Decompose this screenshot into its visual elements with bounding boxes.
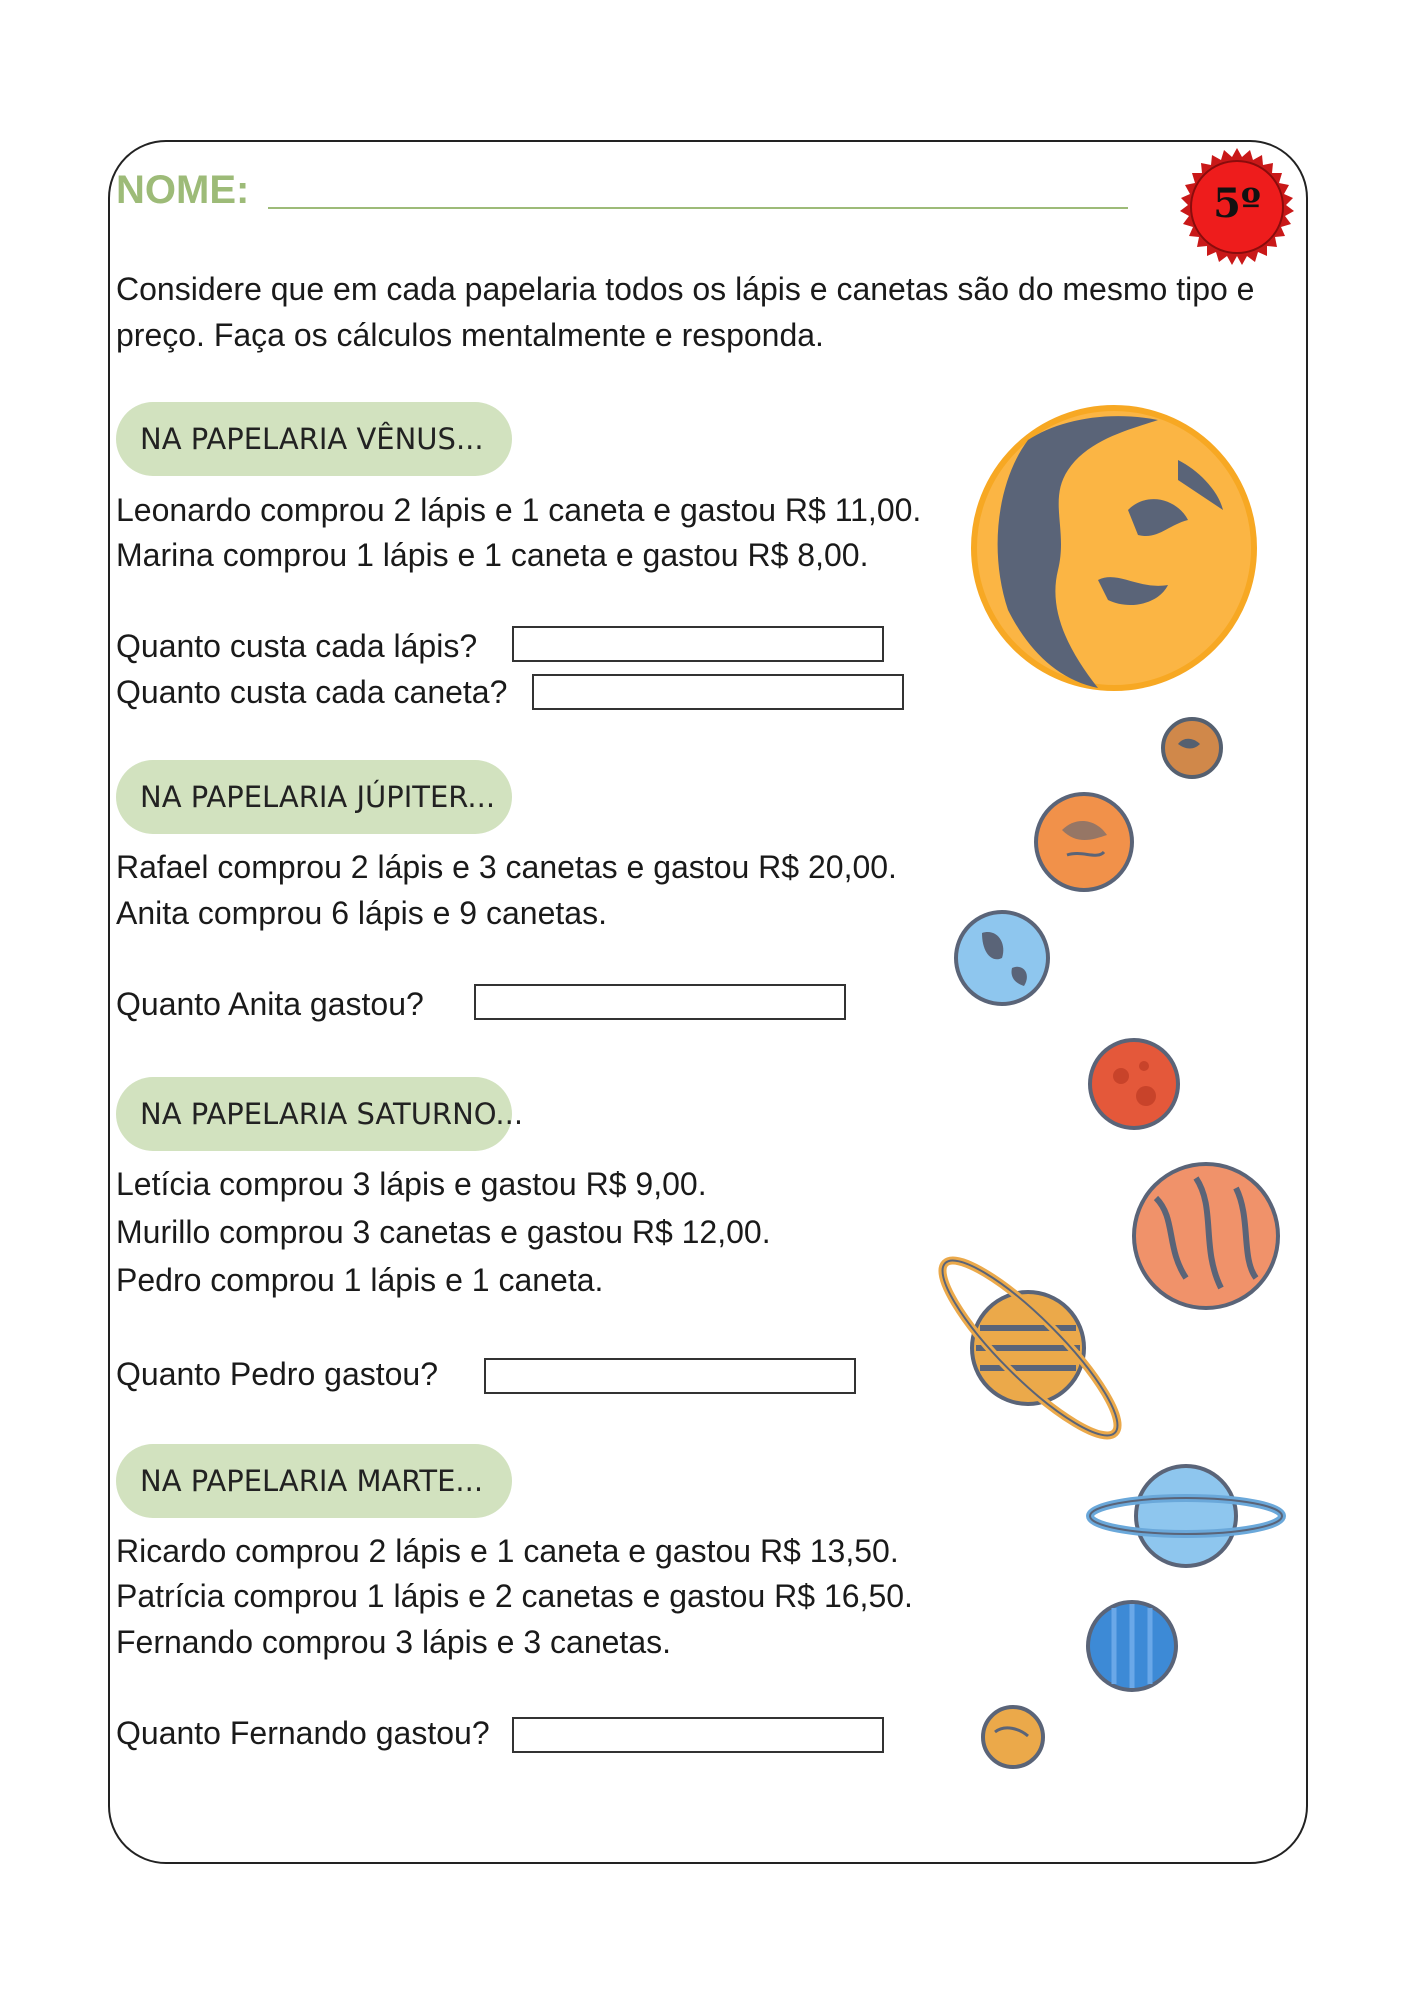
answer-box-caneta[interactable] bbox=[532, 674, 904, 710]
saturn-planet-icon bbox=[920, 1238, 1140, 1458]
name-input-line[interactable] bbox=[268, 207, 1128, 209]
problem-line: Letícia comprou 3 lápis e gastou R$ 9,00. bbox=[116, 1166, 707, 1202]
neptune-planet-icon bbox=[1084, 1598, 1180, 1694]
intro-text: Considere que em cada papelaria todos os lápis e canetas são do mesmo tipo e preço. Faça os cálculos mentalmente e responda. bbox=[116, 271, 1255, 353]
problem-line: Marina comprou 1 lápis e 1 caneta e gastou R$ 8,00. bbox=[116, 537, 869, 573]
problem-line: Murillo comprou 3 canetas e gastou R$ 12,00. bbox=[116, 1214, 771, 1250]
problem-line: Leonardo comprou 2 lápis e 1 caneta e gastou R$ 11,00. bbox=[116, 492, 922, 528]
red-planet-icon bbox=[1086, 1036, 1182, 1132]
question-label: Quanto Fernando gastou? bbox=[116, 1715, 490, 1751]
small-planet-icon bbox=[1160, 716, 1224, 780]
section-title-marte: NA PAPELARIA MARTE... bbox=[116, 1444, 512, 1518]
grade-badge: 5º bbox=[1213, 180, 1261, 227]
section-title-jupiter: NA PAPELARIA JÚPITER... bbox=[116, 760, 512, 834]
venus-planet-icon bbox=[968, 400, 1260, 696]
uranus-planet-icon bbox=[1086, 1462, 1286, 1570]
section-title-saturno: NA PAPELARIA SATURNO... bbox=[116, 1077, 512, 1151]
problem-line: Ricardo comprou 2 lápis e 1 caneta e gastou R$ 13,50. bbox=[116, 1533, 899, 1569]
striped-planet-icon bbox=[1126, 1158, 1286, 1314]
problem-line: Rafael comprou 2 lápis e 3 canetas e gastou R$ 20,00. bbox=[116, 849, 897, 885]
problem-line: Anita comprou 6 lápis e 9 canetas. bbox=[116, 895, 607, 931]
earth-planet-icon bbox=[952, 908, 1052, 1008]
answer-box-lapis[interactable] bbox=[512, 626, 884, 662]
answer-box-anita[interactable] bbox=[474, 984, 846, 1020]
mini-planet-icon bbox=[980, 1704, 1046, 1770]
problem-line: Pedro comprou 1 lápis e 1 caneta. bbox=[116, 1262, 604, 1298]
question-label: Quanto custa cada caneta? bbox=[116, 674, 508, 710]
name-label: NOME: bbox=[116, 168, 250, 212]
section-title-venus: NA PAPELARIA VÊNUS... bbox=[116, 402, 512, 476]
answer-box-fernando[interactable] bbox=[512, 1717, 884, 1753]
problem-line: Patrícia comprou 1 lápis e 2 canetas e gastou R$ 16,50. bbox=[116, 1578, 913, 1614]
question-label: Quanto custa cada lápis? bbox=[116, 628, 478, 664]
problem-line: Fernando comprou 3 lápis e 3 canetas. bbox=[116, 1624, 671, 1660]
question-label: Quanto Anita gastou? bbox=[116, 986, 424, 1022]
orange-planet-icon bbox=[1032, 790, 1136, 894]
answer-box-pedro[interactable] bbox=[484, 1358, 856, 1394]
question-label: Quanto Pedro gastou? bbox=[116, 1356, 439, 1392]
